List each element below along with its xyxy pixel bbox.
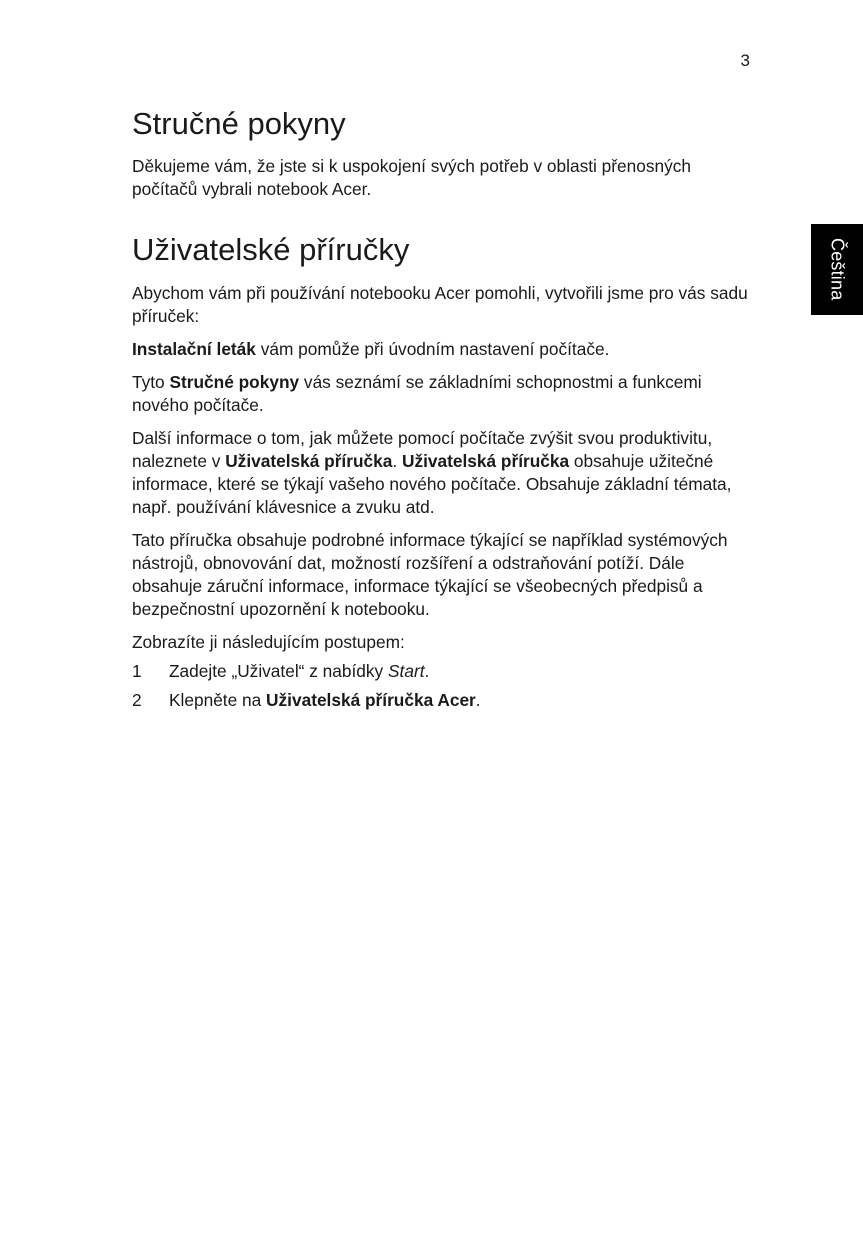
document-content [132, 104, 757, 718]
start-menu-term: Start [388, 661, 425, 681]
step-text: Zadejte „Uživatel“ z nabídky Start. [169, 661, 430, 681]
steps-list [132, 660, 757, 712]
guides-intro-paragraph: Abychom vám při používání notebooku Acer pomohli, vytvořili jsme pro vás sadu příruček: [132, 283, 748, 326]
thank-you-paragraph: Děkujeme vám, že jste si k uspokojení svých potřeb v oblasti přenosných počítačů vybrali notebook Acer. [132, 156, 692, 199]
section-title-quick-guide: Stručné pokyny [132, 106, 346, 141]
step-number: 1 [132, 661, 142, 681]
setup-poster-paragraph: Instalační leták vám pomůže při úvodním nastavení počítače. [132, 339, 610, 359]
step-text: Klepněte na Uživatelská příručka Acer. [169, 690, 481, 710]
list-item [132, 660, 757, 683]
setup-poster-term: Instalační leták [132, 339, 256, 359]
how-to-view-paragraph: Zobrazíte ji následujícím postupem: [132, 632, 405, 652]
page-number: 3 [740, 51, 750, 70]
manual-details-paragraph: Tato příručka obsahuje podrobné informace týkající se například systémových nástrojů, obnovování dat, možností rozšíření a odstraňování potíží. Dále obsahuje záruční informace, informace týkající se všeobecných předpisů a bezpečnostní upozornění k notebooku. [132, 530, 728, 619]
list-item [132, 689, 757, 712]
user-manual-paragraph: Další informace o tom, jak můžete pomocí počítače zvýšit svou produktivitu, naleznete v Uživatelská příručka. Uživatelská příručka obsahuje užitečné informace, které se týkají vašeho nového počítače. Obsahuje základní témata, např. používání klávesnice a zvuku atd. [132, 428, 732, 517]
step-number: 2 [132, 690, 142, 710]
acer-user-manual-term: Uživatelská příručka Acer [266, 690, 476, 710]
quick-guide-paragraph: Tyto Stručné pokyny vás seznámí se základními schopnostmi a funkcemi nového počítače. [132, 372, 702, 415]
user-manual-term: Uživatelská příručka [225, 451, 393, 471]
language-tab-label: Čeština [827, 238, 848, 301]
user-manual-term: Uživatelská příručka [401, 451, 570, 471]
quick-guide-term: Stručné pokyny [169, 372, 300, 392]
language-tab [811, 224, 863, 315]
section-title-user-guides: Uživatelské příručky [132, 232, 410, 267]
